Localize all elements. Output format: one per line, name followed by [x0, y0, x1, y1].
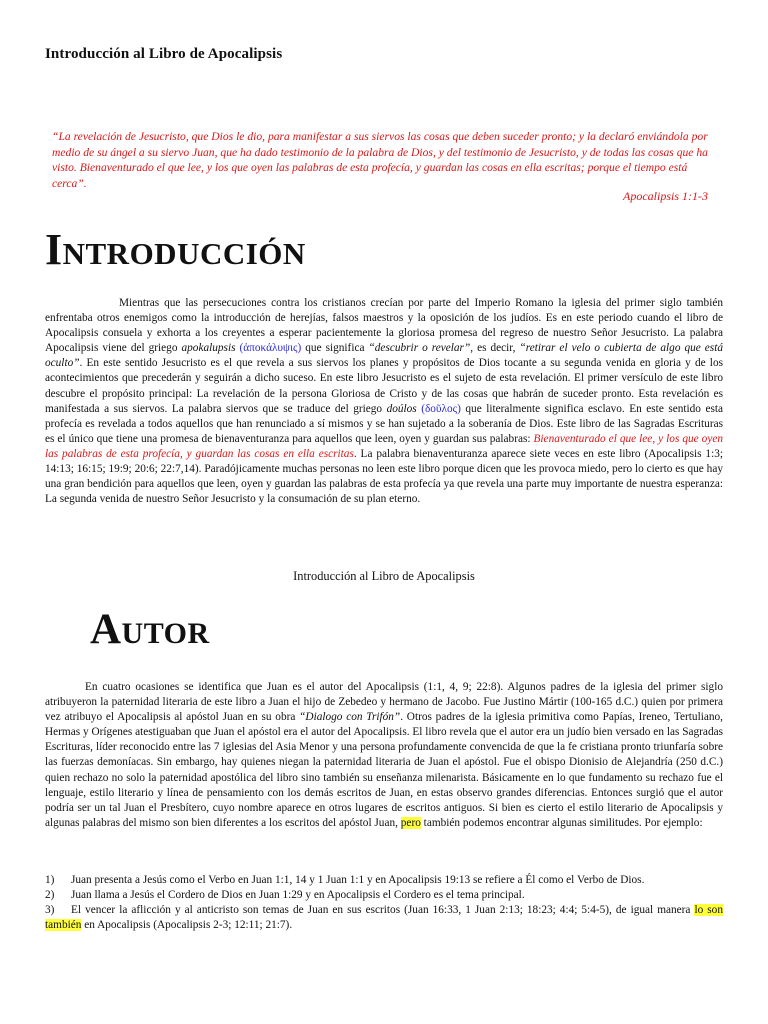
document-title: Introducción al Libro de Apocalipsis [45, 46, 283, 62]
list-item: 3) El vencer la aflicción y al anticristo son temas de Juan en sus escritos (Juan 16:33, 1 Juan 2:13; 18:23; 4:4; 5:4-5), de igual manera lo son también en Apocalipsis (Apocalipsis 2-3; 12:11; 21:7). [45, 904, 723, 932]
quote-reference: Apocalipsis 1:1-3 [623, 189, 708, 203]
highlighted-word: pero [400, 816, 421, 829]
similarities-list [45, 873, 723, 933]
heading-introduccion: Introducción [45, 225, 306, 274]
heading-autor: Autor [90, 606, 210, 653]
greek-word: (ἀποκάλυψις) [239, 342, 302, 355]
page-header-repeat: Introducción al Libro de Apocalipsis [293, 569, 475, 583]
inline-quote: Bienaventurado el que lee, y los que oyen las palabras de esta profecía, y guardan las cosas en ella escritas [45, 432, 723, 460]
list-item: 2) Juan llama a Jesús el Cordero de Dios en Juan 1:29 y en Apocalipsis el Cordero es el tema principal. [45, 889, 525, 902]
autor-paragraph: En cuatro ocasiones se identifica que Juan es el autor del Apocalipsis (1:1, 4, 9; 22:8). Algunos padres de la iglesia del primer siglo atribuyeron la paternidad literaria de este libro a Juan el hijo de Zebedeo y hermano de Jacobo. Fue Justino Mártir (100-165 d.C.) quien por primera vez atribuyo el Apocalipsis al apóstol Juan en su obra “Dialogo con Trifón”. Otros padres de la iglesia primitiva como Papías, Ireneo, Tertuliano, Hermas y Orígenes atestiguaban que Juan el apóstol era el autor del Apocalipsis. El libro revela que el autor era un judío bien versado en las Sagradas Escrituras, líder reconocido entre las 7 iglesias del Asia Menor y una persona profundamente convencida de que la fe cristiana pronto triunfaría sobre las fuerzas demoníacas. Sin embargo, hay quienes niegan la paternidad literaria de Juan el apóstol. Fue el obispo Dionisio de Alejandría (250 d.C.) quien rechazo no solo la paternidad apostólica del libro sino también su enseñanza milenarista. Básicamente en lo que fundamento su rechazo fue el lenguaje, estilo literario y línea de pensamiento con los demás escritos de Juan, en estas observo grandes diferencias. Entonces surgió que el autor podría ser un tal Juan el Presbítero, cuyo nombre aparece en otros lugares de escritos antiguos. Si bien es cierto el estilo literario de Apocalipsis y algunas palabras del mismo son bien diferentes a los escritos del apóstol Juan, pero también podemos encontrar algunas similitudes. Por ejemplo: [45, 681, 723, 829]
list-item: 1) Juan presenta a Jesús como el Verbo en Juan 1:1, 14 y 1 Juan 1:1 y en Apocalipsis 19:13 se refiere a Él como el Verbo de Dios. [45, 874, 645, 886]
intro-paragraph: Mientras que las persecuciones contra los cristianos crecían por parte del Imperio Romano la iglesia del primer siglo también enfrentaba otros enemigos como la introducción de herejías, falsos maestros y la oposición de los judíos. Es en este periodo cuando el libro de Apocalipsis consuela y exhorta a los creyentes a esperar pacientemente la gloriosa promesa del regreso de nuestro Señor Jesucristo. La palabra Apocalipsis viene del griego apokalupsis (ἀποκάλυψις) que significa “descubrir o revelar”, es decir, “retirar el velo o cubierta de algo que está oculto”. En este sentido Jesucristo es el que revela a sus siervos los planes y propósitos de Dios tocante a su segunda venida en gloria y de los acontecimientos que precederán y seguirán a dicho suceso. En este libro Jesucristo es el sujeto de esta revelación. El primer versículo de este libro descubre el propósito principal: La revelación de la persona Gloriosa de Cristo y de las cosas que habrán de suceder pronto. Esta revelación es manifestada a sus siervos. La palabra siervos que se traduce del griego doúlos (δοῦλος) que literalmente significa esclavo. En este sentido esta profecía es revelada a todos aquellos que han renunciado a sí mismos y se han sujetado a la soberanía de Dios. Este libro de las Sagradas Escrituras es el único que tiene una promesa de bienaventuranza para aquellos que leen, oyen y guardan sus palabras: Bienaventurado el que lee, y los que oyen las palabras de esta profecía, y guardan las cosas en ella escritas. La palabra bienaventuranza aparece siete veces en este libro (Apocalipsis 1:3; 14:13; 16:15; 19:9; 20:6; 22:7,14). Paradójicamente muchas personas no leen este libro porque dicen que les provoca miedo, pero lo cierto es que hay una gran bendición para aquellos que leen, oyen y guardan las palabras de esta profecía ya que revela una parte muy importante de nuestra esperanza: La segunda venida de nuestro Señor Jesucristo y la consumación de su plan eterno. [45, 297, 724, 506]
greek-word: (δοῦλος) [421, 402, 461, 415]
highlighted-phrase: lo son también [45, 904, 723, 932]
opening-quote: “La revelación de Jesucristo, que Dios le dio, para manifestar a sus siervos las cosas que deben suceder pronto; y la declaró enviándola por medio de su ángel a su siervo Juan, que ha dado testimonio de la palabra de Dios, y del testimonio de Jesucristo, y de todas las cosas que ha visto. Bienaventurado el que lee, y los que oyen las palabras de esta profecía, y guardan las cosas en ella escritas; porque el tiempo está cerca”. [52, 130, 708, 190]
